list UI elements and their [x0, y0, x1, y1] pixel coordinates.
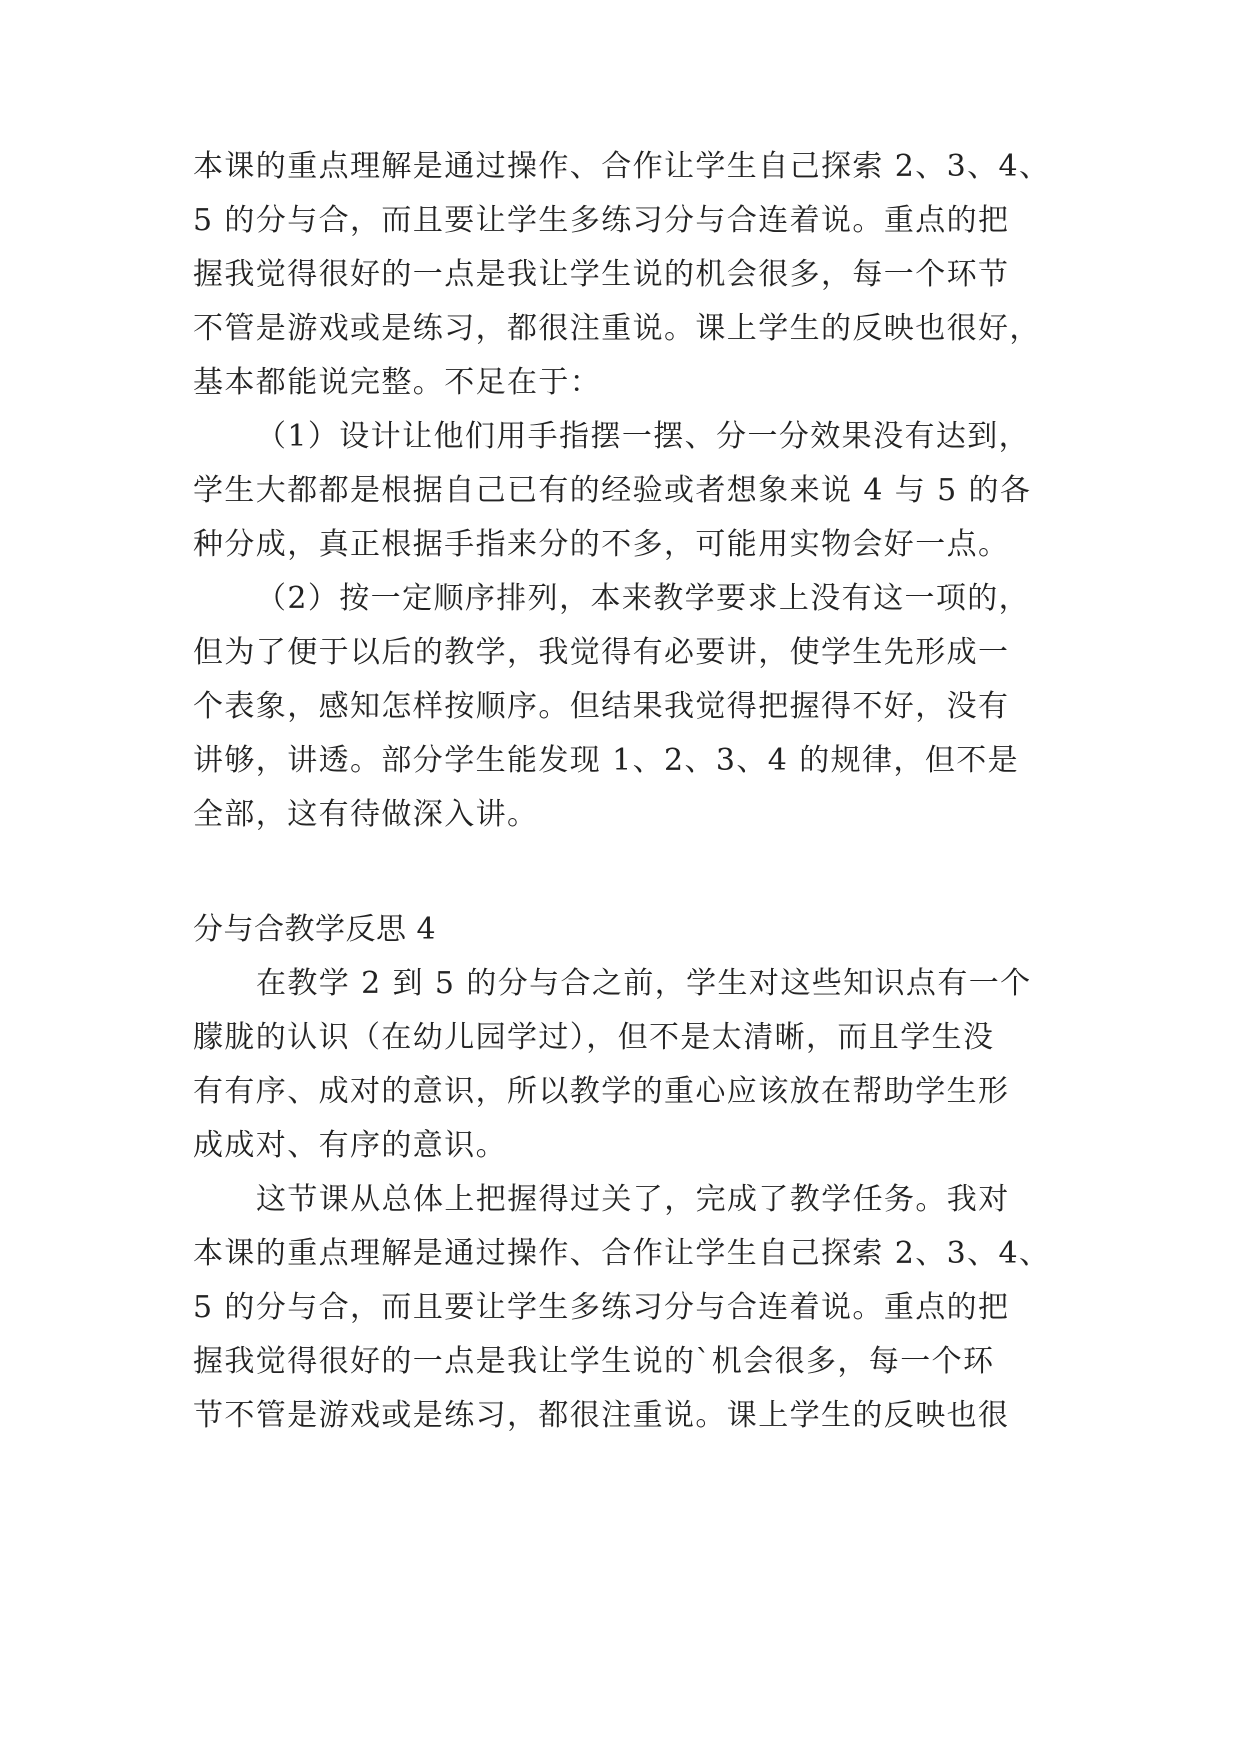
text-line: 种分成，真正根据手指来分的不多，可能用实物会好一点。 [193, 527, 1010, 562]
text-line: 不管是游戏或是练习，都很注重说。课上学生的反映也很好， [193, 311, 1041, 346]
text-line: 5 的分与合，而且要让学生多练习分与合连着说。重点的把 [193, 1290, 1010, 1325]
text-line: 全部，这有待做深入讲。 [193, 797, 539, 832]
text-line: 有有序、成对的意识，所以教学的重心应该放在帮助学生形 [193, 1074, 1010, 1109]
text-line: 5 的分与合，而且要让学生多练习分与合连着说。重点的把 [193, 203, 1010, 238]
text-line: 基本都能说完整。不足在于： [193, 365, 602, 400]
text-line: 成成对、有序的意识。 [193, 1128, 507, 1163]
text-line: 在教学 2 到 5 的分与合之前，学生对这些知识点有一个 [256, 966, 1032, 1001]
text-line: （1）设计让他们用手指摆一摆、分一分效果没有达到， [256, 419, 1031, 454]
section-heading: 分与合教学反思 4 [193, 912, 437, 947]
text-line: 本课的重点理解是通过操作、合作让学生自己探索 2、3、4、 [193, 149, 1051, 184]
text-line: 握我觉得很好的一点是我让学生说的`机会很多，每一个环 [193, 1344, 995, 1379]
text-line: 但为了便于以后的教学，我觉得有必要讲，使学生先形成一 [193, 635, 1010, 670]
text-line: 节不管是游戏或是练习，都很注重说。课上学生的反映也很 [193, 1398, 1010, 1433]
text-line: 朦胧的认识（在幼儿园学过），但不是太清晰，而且学生没 [193, 1020, 995, 1055]
text-line: 讲够，讲透。部分学生能发现 1、2、3、4 的规律，但不是 [193, 743, 1020, 778]
text-line: 本课的重点理解是通过操作、合作让学生自己探索 2、3、4、 [193, 1236, 1051, 1271]
text-line: 这节课从总体上把握得过关了，完成了教学任务。我对 [256, 1182, 1010, 1217]
text-line: 学生大都都是根据自己已有的经验或者想象来说 4 与 5 的各 [193, 473, 1032, 508]
text-line: 握我觉得很好的一点是我让学生说的机会很多，每一个环节 [193, 257, 1010, 292]
text-line: 个表象，感知怎样按顺序。但结果我觉得把握得不好，没有 [193, 689, 1010, 724]
text-line: （2）按一定顺序排列，本来教学要求上没有这一项的， [256, 581, 1031, 616]
